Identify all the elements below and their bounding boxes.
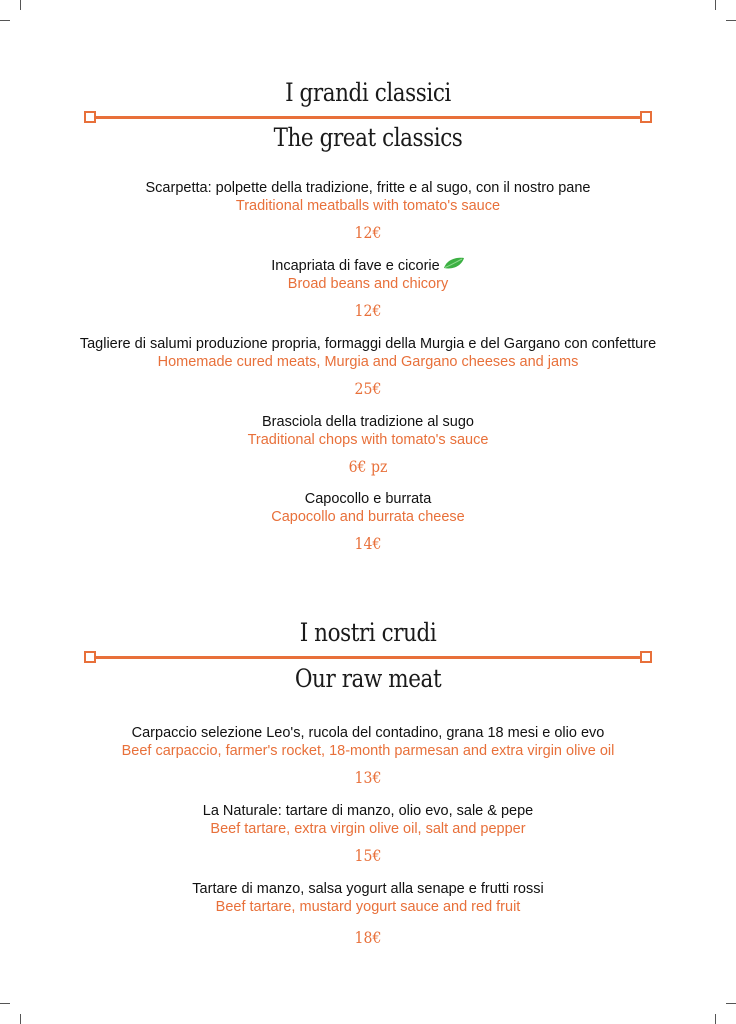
dish-name-it: La Naturale: tartare di manzo, olio evo, sale & pepe (202, 803, 534, 819)
dish-name-it: Incapriata di fave e cicorie (271, 258, 440, 274)
menu-item (0, 880, 736, 948)
dish-name-it: Brasciola della tradizione al sugo (262, 414, 474, 430)
section-divider (84, 650, 652, 664)
dish-name-en: Beef tartare, extra virgin olive oil, salt and pepper (210, 821, 526, 837)
crop-mark (715, 1014, 716, 1024)
crop-mark (715, 0, 716, 10)
dish-name-en: Beef tartare, mustard yogurt sauce and red fruit (215, 899, 521, 915)
menu-item (0, 490, 736, 554)
dish-price: 15€ (354, 846, 382, 865)
menu-item (0, 179, 736, 243)
dish-name-en: Homemade cured meats, Murgia and Gargano cheeses and jams (157, 354, 579, 370)
dish-name-it: Tartare di manzo, salsa yogurt alla senape e frutti rossi (192, 881, 544, 897)
section-title-en: The great classics (273, 123, 463, 152)
menu-item (0, 335, 736, 399)
dish-name-en: Traditional chops with tomato's sauce (247, 432, 489, 448)
crop-mark (726, 1003, 736, 1004)
crop-mark (20, 0, 21, 10)
dish-name-it: Capocollo e burrata (304, 491, 432, 507)
dish-name-en: Broad beans and chicory (287, 276, 449, 293)
dish-name-it: Tagliere di salumi produzione propria, formaggi della Murgia e del Gargano con confetture (79, 336, 657, 352)
dish-name-en: Beef carpaccio, farmer's rocket, 18-month parmesan and extra virgin olive oil (121, 743, 615, 759)
dish-price: 18€ (354, 928, 382, 947)
crop-mark (726, 20, 736, 21)
dish-price: 13€ (354, 768, 382, 787)
dish-name-en: Capocollo and burrata cheese (271, 509, 465, 525)
dish-price: 14€ (354, 534, 382, 553)
crop-mark (0, 1003, 10, 1004)
dish-name-it: Scarpetta: polpette della tradizione, fritte e al sugo, con il nostro pane (145, 180, 591, 196)
menu-item (0, 802, 736, 866)
menu-item (0, 413, 736, 477)
section-title-en: Our raw meat (294, 664, 442, 693)
dish-price: 25€ (354, 379, 382, 398)
dish-price: 6€ pz (348, 457, 388, 476)
vegetarian-leaf-icon (443, 257, 465, 275)
dish-name-en: Traditional meatballs with tomato's sauce (235, 198, 501, 214)
menu-item (0, 257, 736, 321)
section-divider (84, 110, 652, 124)
menu-item (0, 724, 736, 788)
crop-mark (0, 20, 10, 21)
section-title-it: I nostri crudi (299, 618, 437, 647)
section-title-it: I grandi classici (285, 78, 451, 107)
dish-name-it: Carpaccio selezione Leo's, rucola del contadino, grana 18 mesi e olio evo (131, 725, 605, 741)
crop-mark (20, 1014, 21, 1024)
dish-price: 12€ (354, 223, 382, 242)
dish-price: 12€ (354, 301, 382, 321)
